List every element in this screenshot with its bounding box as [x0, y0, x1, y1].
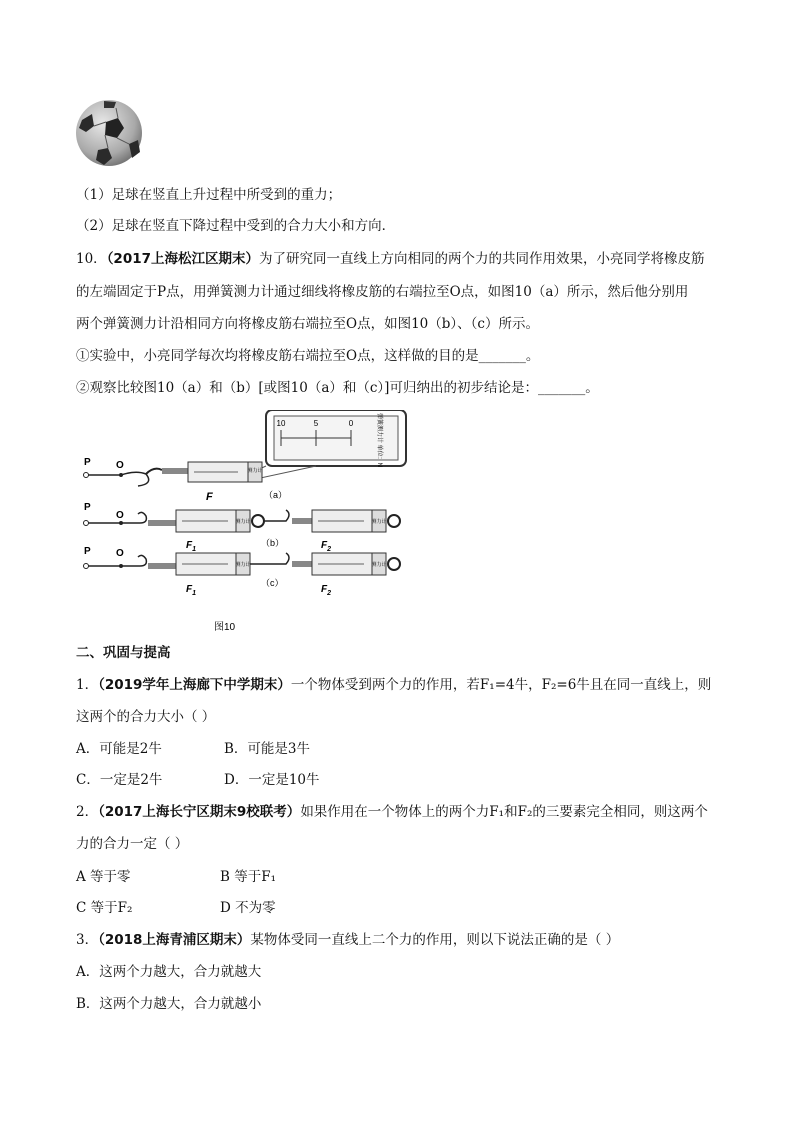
section-2-title: 二、巩固与提高: [76, 645, 171, 661]
q3-line1: [76, 931, 619, 949]
q1-option-b: B．可能是3牛: [224, 741, 311, 757]
q2-option-c: C 等于F₂: [76, 900, 133, 916]
q1-source: （2019学年上海廊下中学期末）: [98, 677, 291, 693]
label-p-c: P: [84, 546, 91, 557]
q2-option-d: D 不为零: [220, 900, 276, 916]
q3-number: 3．: [76, 932, 99, 948]
q3-option-a: A．这两个力越大，合力就越大: [76, 964, 262, 980]
label-o-b: O: [116, 510, 124, 521]
q2-line2: 力的合力一定（ ）: [76, 836, 189, 852]
q10-number: 10．: [76, 251, 107, 267]
q10-text-1: 为了研究同一直线上方向相同的两个力的共同作用效果，小亮同学将橡皮筋: [259, 251, 705, 267]
label-c: （c）: [261, 578, 284, 588]
scale-text-a: 测力计: [247, 468, 263, 474]
zoom-label: 弹簧测力计 单位：N: [376, 412, 382, 468]
label-f2-b: $F_2$: [321, 540, 332, 553]
soccer-ball-image: [74, 98, 144, 168]
scale-text-c2: 测力计: [371, 562, 387, 568]
q10-line2: 的左端固定于P点，用弹簧测力计通过细线将橡皮筋的右端拉至O点，如图10（a）所示，然后他分别用: [76, 284, 689, 300]
q2-line1: [76, 803, 708, 821]
zoom-tick-0: 0: [348, 419, 354, 428]
q1-line2: 这两个的合力大小（ ）: [76, 709, 216, 725]
label-f1-c: $F_1$: [186, 584, 197, 597]
figure-10-spring-scales: [76, 410, 426, 635]
q2-option-a: A 等于零: [76, 869, 131, 885]
zoom-tick-5: 5: [313, 419, 319, 428]
q3-source: （2018上海青浦区期末）: [98, 932, 251, 948]
ball-question-2: （2）足球在竖直下降过程中受到的合力大小和方向．: [76, 218, 396, 234]
q1-option-c: C．一定是2牛: [76, 772, 163, 788]
label-f: F: [206, 491, 213, 503]
label-p-b: P: [84, 502, 91, 513]
q1-option-d: D．一定是10牛: [224, 772, 320, 788]
scale-text-b2: 测力计: [371, 519, 387, 525]
q10-source: （2017上海松江区期末）: [106, 251, 260, 267]
scale-text-c1: 测力计: [235, 562, 251, 568]
row-a: [84, 457, 288, 503]
q10-line3: 两个弹簧测力计沿相同方向将橡皮筋右端拉至O点，如图10（b）、（c）所示。: [76, 316, 539, 332]
label-b: （b）: [261, 538, 285, 548]
q1-text-1: 一个物体受到两个力的作用，若F₁=4牛，F₂=6牛且在同一直线上，则: [290, 677, 712, 693]
figure-caption: 图10: [214, 622, 236, 633]
q2-text-1: 如果作用在一个物体上的两个力F₁和F₂的三要素完全相同，则这两个: [300, 804, 708, 820]
q1-number: 1．: [76, 677, 99, 693]
q3-option-b: B．这两个力越大，合力就越小: [76, 996, 262, 1012]
ball-question-1: （1）足球在竖直上升过程中所受到的重力；: [76, 187, 342, 203]
q10-line1: [76, 250, 705, 268]
q2-source: （2017上海长宁区期末9校联考）: [98, 804, 301, 820]
zoom-tick-10: 10: [276, 419, 286, 428]
label-o-c: O: [116, 548, 124, 559]
q1-option-a: A．可能是2牛: [76, 741, 162, 757]
label-a: （a）: [264, 490, 288, 500]
q10-subquestion-1: ①实验中，小亮同学每次均将橡皮筋右端拉至O点，这样做的目的是_______。: [76, 348, 540, 364]
label-o-a: O: [116, 460, 124, 471]
q3-text-1: 某物体受同一直线上二个力的作用，则以下说法正确的是（ ）: [250, 932, 620, 948]
row-b: [84, 502, 401, 553]
label-f1-b: $F_1$: [186, 540, 197, 553]
scale-text-b1: 测力计: [235, 519, 251, 525]
row-c: [84, 546, 401, 597]
q10-subquestion-2: ②观察比较图10（a）和（b）[或图10（a）和（c）]可归纳出的初步结论是：_______。: [76, 380, 599, 396]
q2-number: 2．: [76, 804, 99, 820]
q2-option-b: B 等于F₁: [220, 869, 276, 885]
label-f2-c: $F_2$: [321, 584, 332, 597]
label-p-a: P: [84, 457, 91, 468]
q1-line1: [76, 676, 711, 694]
